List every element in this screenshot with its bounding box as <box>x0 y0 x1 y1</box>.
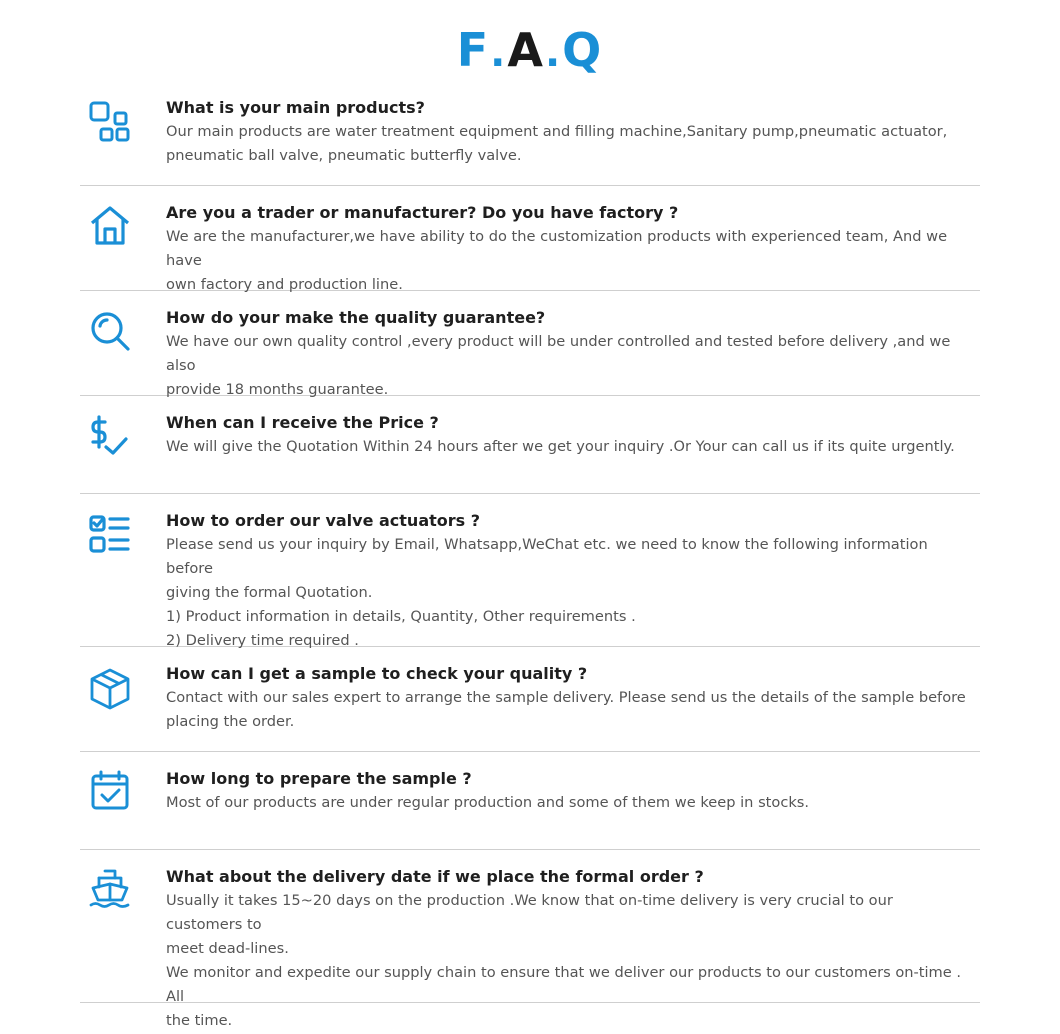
ship-icon <box>88 867 132 911</box>
package-box-icon <box>88 667 132 711</box>
faq-answer-line: placing the order. <box>166 713 295 730</box>
faq-answer-line: We have our own quality control ,every product will be under controlled and tested before delivery ,and we also <box>166 333 951 374</box>
faq-item <box>80 411 980 494</box>
faq-question: How do your make the quality guarantee? <box>166 308 546 327</box>
faq-text <box>166 306 972 402</box>
title-letter-q: Q <box>562 23 604 77</box>
faq-text <box>166 411 972 459</box>
faq-item <box>80 865 980 1029</box>
faq-answer-line: pneumatic ball valve, pneumatic butterfly valve. <box>166 147 522 164</box>
faq-answer-line: Our main products are water treatment equipment and filling machine,Sanitary pump,pneumatic actuator, <box>166 123 948 140</box>
faq-question: How long to prepare the sample ? <box>166 769 472 788</box>
faq-item <box>80 306 980 396</box>
faq-text <box>166 96 972 168</box>
search-icon <box>88 309 132 353</box>
faq-answer-line: Most of our products are under regular production and some of them we keep in stocks. <box>166 794 810 811</box>
calendar-check-icon <box>88 769 132 813</box>
faq-answer-line: meet dead-lines. <box>166 940 289 957</box>
faq-answer-line: provide 18 months guarantee. <box>166 381 389 398</box>
faq-question: What is your main products? <box>166 98 425 117</box>
title-letter-f: F <box>456 23 491 77</box>
faq-answer-line: Please send us your inquiry by Email, Whatsapp,WeChat etc. we need to know the following information before <box>166 536 928 577</box>
title-dot: . <box>490 30 508 76</box>
faq-item <box>80 767 980 850</box>
faq-text <box>166 201 972 297</box>
faq-item <box>80 662 980 752</box>
faq-text <box>166 865 972 1033</box>
faq-answer-line: own factory and production line. <box>166 276 403 293</box>
faq-answer-line: Usually it takes 15~20 days on the production .We know that on-time delivery is very crucial to our customers to <box>166 892 893 933</box>
title-letter-a: A <box>507 23 545 77</box>
price-check-icon <box>88 413 132 457</box>
faq-answer-line: We will give the Quotation Within 24 hours after we get your inquiry .Or Your can call us if its quite urgently. <box>166 438 955 455</box>
faq-answer-line: giving the formal Quotation. <box>166 584 373 601</box>
faq-question: How can I get a sample to check your quality ? <box>166 664 588 683</box>
faq-text <box>166 662 972 734</box>
home-icon <box>88 203 132 247</box>
page-title <box>0 22 1060 81</box>
faq-question: What about the delivery date if we place the formal order ? <box>166 867 704 886</box>
faq-answer-line: We monitor and expedite our supply chain to ensure that we deliver our products to our customers on-time . All <box>166 964 962 1005</box>
faq-text <box>166 767 972 815</box>
checklist-icon <box>88 513 132 557</box>
faq-question: Are you a trader or manufacturer? Do you have factory ? <box>166 203 679 222</box>
apps-grid-icon <box>88 100 132 144</box>
faq-answer-line: 1) Product information in details, Quantity, Other requirements . <box>166 608 636 625</box>
faq-item <box>80 96 980 186</box>
faq-answer-line: 2) Delivery time required . <box>166 632 359 649</box>
faq-answer-line: the time. <box>166 1012 233 1029</box>
faq-question: How to order our valve actuators ? <box>166 511 481 530</box>
faq-answer-line: We are the manufacturer,we have ability to do the customization products with experienced team, And we have <box>166 228 948 269</box>
title-dot: . <box>544 30 563 76</box>
faq-question: When can I receive the Price ? <box>166 413 439 432</box>
faq-text <box>166 509 972 653</box>
faq-answer-line: Contact with our sales expert to arrange the sample delivery. Please send us the details of the sample before <box>166 689 966 706</box>
faq-item <box>80 201 980 291</box>
faq-item <box>80 509 980 647</box>
